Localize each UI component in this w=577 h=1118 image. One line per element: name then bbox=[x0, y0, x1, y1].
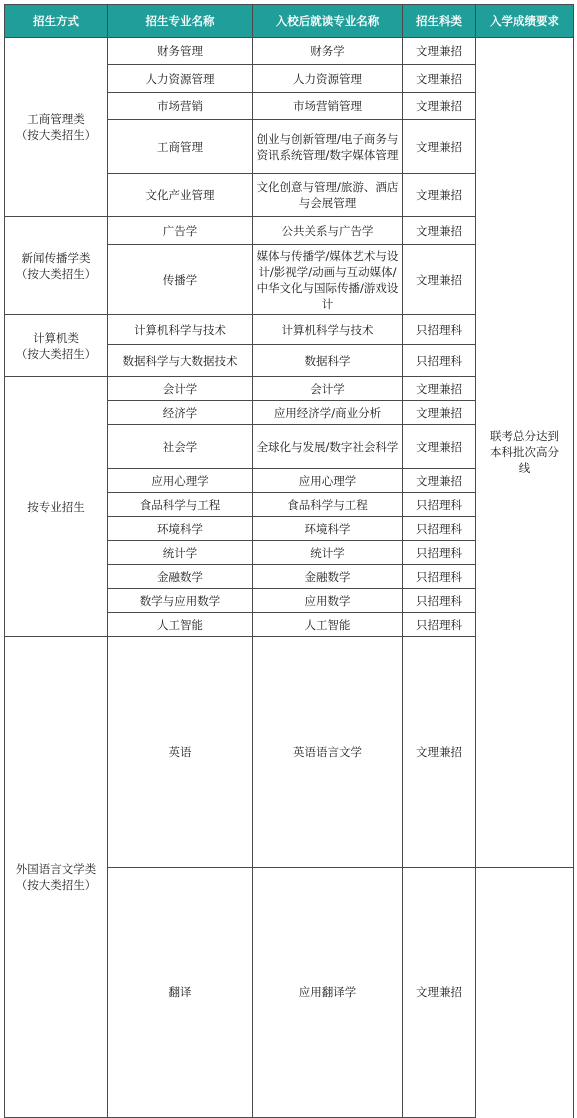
subject-cell: 文理兼招 bbox=[403, 867, 476, 1117]
major-name-cell: 食品科学与工程 bbox=[108, 493, 253, 517]
subject-cell: 文理兼招 bbox=[403, 93, 476, 120]
major-name-cell: 数据科学与大数据技术 bbox=[108, 345, 253, 377]
major-name-cell: 金融数学 bbox=[108, 565, 253, 589]
subject-cell: 只招理科 bbox=[403, 315, 476, 345]
subject-cell: 文理兼招 bbox=[403, 174, 476, 217]
subject-cell: 只招理科 bbox=[403, 517, 476, 541]
major-name-cell: 广告学 bbox=[108, 217, 253, 245]
major-name-cell: 统计学 bbox=[108, 541, 253, 565]
study-major-cell: 食品科学与工程 bbox=[253, 493, 403, 517]
admission-method-cell: 计算机类 （按大类招生） bbox=[5, 315, 108, 377]
study-major-cell: 全球化与发展/数字社会科学 bbox=[253, 425, 403, 469]
subject-cell: 文理兼招 bbox=[403, 377, 476, 401]
subject-cell: 文理兼招 bbox=[403, 120, 476, 174]
major-name-cell: 英语 bbox=[108, 637, 253, 868]
table-row bbox=[5, 38, 574, 65]
subject-cell: 只招理科 bbox=[403, 345, 476, 377]
study-major-cell: 公共关系与广告学 bbox=[253, 217, 403, 245]
major-name-cell: 环境科学 bbox=[108, 517, 253, 541]
study-major-cell: 应用心理学 bbox=[253, 469, 403, 493]
admission-method-cell: 新闻传播学类 （按大类招生） bbox=[5, 217, 108, 315]
study-major-cell: 创业与创新管理/电子商务与资讯系统管理/数字媒体管理 bbox=[253, 120, 403, 174]
subject-cell: 只招理科 bbox=[403, 541, 476, 565]
study-major-cell: 人工智能 bbox=[253, 613, 403, 637]
major-name-cell: 计算机科学与技术 bbox=[108, 315, 253, 345]
major-name-cell: 工商管理 bbox=[108, 120, 253, 174]
header-study-major: 入校后就读专业名称 bbox=[253, 5, 403, 38]
subject-cell: 只招理科 bbox=[403, 589, 476, 613]
study-major-cell: 英语语言文学 bbox=[253, 637, 403, 868]
major-name-cell: 传播学 bbox=[108, 245, 253, 315]
study-major-cell: 金融数学 bbox=[253, 565, 403, 589]
major-name-cell: 人工智能 bbox=[108, 613, 253, 637]
major-name-cell: 人力资源管理 bbox=[108, 65, 253, 93]
major-name-cell: 应用心理学 bbox=[108, 469, 253, 493]
admission-table-wrapper bbox=[4, 4, 574, 1118]
study-major-cell: 应用翻译学 bbox=[253, 867, 403, 1117]
major-name-cell: 文化产业管理 bbox=[108, 174, 253, 217]
subject-cell: 文理兼招 bbox=[403, 245, 476, 315]
admission-method-cell: 工商管理类 （按大类招生） bbox=[5, 38, 108, 217]
study-major-cell: 媒体与传播学/媒体艺术与设计/影视学/动画与互动媒体/中华文化与国际传播/游戏设计 bbox=[253, 245, 403, 315]
study-major-cell: 文化创意与管理/旅游、酒店与会展管理 bbox=[253, 174, 403, 217]
subject-cell: 只招理科 bbox=[403, 565, 476, 589]
study-major-cell: 应用经济学/商业分析 bbox=[253, 401, 403, 425]
study-major-cell: 环境科学 bbox=[253, 517, 403, 541]
header-method: 招生方式 bbox=[5, 5, 108, 38]
header-subject: 招生科类 bbox=[403, 5, 476, 38]
study-major-cell: 计算机科学与技术 bbox=[253, 315, 403, 345]
subject-cell: 文理兼招 bbox=[403, 469, 476, 493]
requirement-cell: 联考总分达到本科批次高分线 bbox=[476, 38, 574, 868]
major-name-cell: 数学与应用数学 bbox=[108, 589, 253, 613]
admission-method-cell: 按专业招生 bbox=[5, 377, 108, 637]
subject-cell: 文理兼招 bbox=[403, 38, 476, 65]
study-major-cell: 统计学 bbox=[253, 541, 403, 565]
header-requirement: 入学成绩要求 bbox=[476, 5, 574, 38]
header-major-name: 招生专业名称 bbox=[108, 5, 253, 38]
subject-cell: 文理兼招 bbox=[403, 425, 476, 469]
study-major-cell: 人力资源管理 bbox=[253, 65, 403, 93]
subject-cell: 文理兼招 bbox=[403, 217, 476, 245]
study-major-cell: 财务学 bbox=[253, 38, 403, 65]
subject-cell: 只招理科 bbox=[403, 493, 476, 517]
study-major-cell: 应用数学 bbox=[253, 589, 403, 613]
major-name-cell: 经济学 bbox=[108, 401, 253, 425]
subject-cell: 文理兼招 bbox=[403, 637, 476, 868]
subject-cell: 只招理科 bbox=[403, 613, 476, 637]
subject-cell: 文理兼招 bbox=[403, 65, 476, 93]
study-major-cell: 市场营销管理 bbox=[253, 93, 403, 120]
major-name-cell: 市场营销 bbox=[108, 93, 253, 120]
major-name-cell: 社会学 bbox=[108, 425, 253, 469]
admission-method-cell: 外国语言文学类 （按大类招生） bbox=[5, 637, 108, 1118]
major-name-cell: 翻译 bbox=[108, 867, 253, 1117]
header-row bbox=[5, 5, 574, 38]
major-name-cell: 财务管理 bbox=[108, 38, 253, 65]
study-major-cell: 会计学 bbox=[253, 377, 403, 401]
study-major-cell: 数据科学 bbox=[253, 345, 403, 377]
subject-cell: 文理兼招 bbox=[403, 401, 476, 425]
admission-table bbox=[4, 4, 574, 1118]
major-name-cell: 会计学 bbox=[108, 377, 253, 401]
